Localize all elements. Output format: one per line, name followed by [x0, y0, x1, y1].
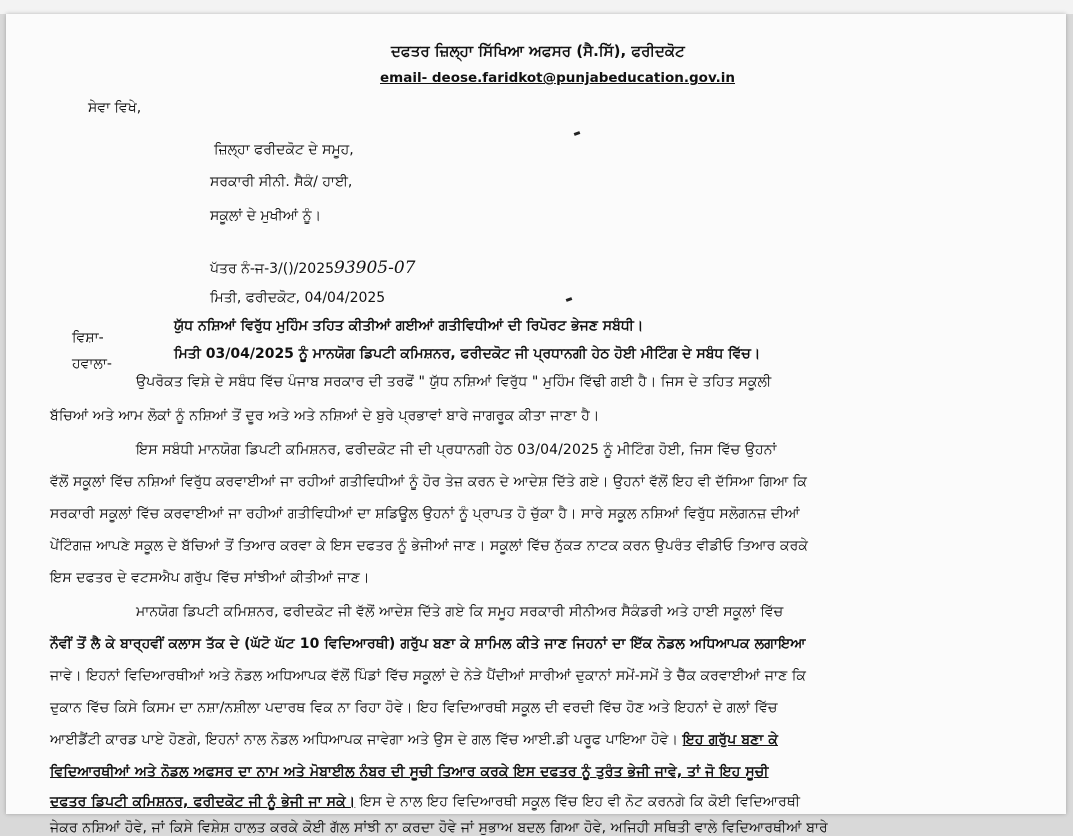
document-page — [6, 14, 1066, 836]
paragraph-2-line-1: ਇਸ ਸਬੰਧੀ ਮਾਨਯੋਗ ਡਿਪਟੀ ਕਮਿਸ਼ਨਰ, ਫਰੀਦਕੋਟ ਜੀ ਦੀ ਪ੍ਰਧਾਨਗੀ ਹੇਠ 03/04/2025 ਨੂੰ ਮੀਟਿੰਗ ਹੋਈ, ਜਿਸ ਵਿੱਚ ਉਹਨਾਂ — [136, 442, 777, 458]
paragraph-3-line-7-underlined: ਦਫਤਰ ਡਿਪਟੀ ਕਮਿਸ਼ਨਰ, ਫਰੀਦਕੋਟ ਜੀ ਨੂੰ ਭੇਜੀ ਜਾ ਸਕੇ। — [50, 794, 356, 810]
recipient-line-2: ਸਰਕਾਰੀ ਸੀਨੀ. ਸੈਕੰ/ ਹਾਈ, — [210, 174, 353, 190]
scan-speck — [566, 297, 573, 302]
paragraph-3-line-4: ਦੁਕਾਨ ਵਿੱਚ ਕਿਸੇ ਕਿਸਮ ਦਾ ਨਸ਼ਾ/ਨਸ਼ੀਲਾ ਪਦਾਰਥ ਵਿਕ ਨਾ ਰਿਹਾ ਹੋਵੇ। ਇਹ ਵਿਦਿਆਰਥੀ ਸਕੂਲ ਦੀ ਵਰਦੀ ਵਿੱਚ ਹੋਣ ਅਤੇ ਇਹਨਾਂ ਦੇ ਗਲਾਂ ਵਿੱਚ — [50, 700, 778, 716]
office-header-title: ਦਫਤਰ ਜ਼ਿਲ੍ਹਾ ਸਿੱਖਿਆ ਅਫਸਰ (ਸੈ.ਸਿੱ), ਫਰੀਦਕੋਟ — [391, 42, 685, 60]
paragraph-2-line-3: ਸਰਕਾਰੀ ਸਕੂਲਾਂ ਵਿੱਚ ਕਰਵਾਈਆਂ ਜਾ ਰਹੀਆਂ ਗਤੀਵਿਧੀਆਂ ਦਾ ਸ਼ਡਿਊਲ ਉਹਨਾਂ ਨੂੰ ਪ੍ਰਾਪਤ ਹੋ ਚੁੱਕਾ ਹੈ। ਸਾਰੇ ਸਕੂਲ ਨਸ਼ਿਆਂ ਵਿਰੁੱਧ ਸਲੋਗਨਜ਼ ਦੀਆਂ — [50, 506, 800, 522]
paragraph-3-line-8: ਜੇਕਰ ਨਸ਼ਿਆਂ ਹੋਵੇ, ਜਾਂ ਕਿਸੇ ਵਿਸ਼ੇਸ਼ ਹਾਲਤ ਕਰਕੇ ਕੋਈ ਗੱਲ ਸਾਂਝੀ ਨਾ ਕਰਦਾ ਹੋਵੇ ਜਾਂ ਸੁਭਾਅ ਬਦਲ ਗਿਆ ਹੋਵੇ, ਅਜਿਹੀ ਸਥਿਤੀ ਵਾਲੇ ਵਿਦਿਆਰਥੀਆਂ ਬਾਰੇ — [50, 820, 828, 836]
office-email: email- deose.faridkot@punjabeducation.gov.in — [380, 70, 736, 86]
paragraph-3-line-3: ਜਾਵੇ। ਇਹਨਾਂ ਵਿਦਿਆਰਥੀਆਂ ਅਤੇ ਨੋਡਲ ਅਧਿਆਪਕ ਵੱਲੋਂ ਪਿੰਡਾਂ ਵਿੱਚ ਸਕੂਲਾਂ ਦੇ ਨੇੜੇ ਪੈਂਦੀਆਂ ਸਾਰੀਆਂ ਦੁਕਾਨਾਂ ਸਮੇਂ-ਸਮੇਂ ਤੇ ਚੈੱਕ ਕਰਵਾਈਆਂ ਜਾਣ ਕਿ — [50, 668, 806, 684]
paragraph-1-line-2: ਬੱਚਿਆਂ ਅਤੇ ਆਮ ਲੋਕਾਂ ਨੂੰ ਨਸ਼ਿਆਂ ਤੋਂ ਦੂਰ ਅਤੇ ਅਤੇ ਨਸ਼ਿਆਂ ਦੇ ਬੁਰੇ ਪ੍ਰਭਾਵਾਂ ਬਾਰੇ ਜਾਗਰੂਕ ਕੀਤਾ ਜਾਣਾ ਹੈ। — [50, 408, 600, 424]
paragraph-1-line-1: ਉਪਰੋਕਤ ਵਿਸ਼ੇ ਦੇ ਸਬੰਧ ਵਿੱਚ ਪੰਜਾਬ ਸਰਕਾਰ ਦੀ ਤਰਫੋਂ " ਯੁੱਧ ਨਸ਼ਿਆਂ ਵਿਰੁੱਧ " ਮੁਹਿੰਮ ਵਿੱਢੀ ਗਈ ਹੈ। ਜਿਸ ਦੇ ਤਹਿਤ ਸਕੂਲੀ — [136, 374, 772, 390]
subject-label: ਵਿਸ਼ਾ- — [72, 330, 104, 346]
paragraph-3-line-5-underlined: ਇਹ ਗਰੁੱਪ ਬਣਾ ਕੇ — [682, 732, 778, 748]
paragraph-3-line-5 — [50, 732, 1050, 748]
paragraph-2-line-4: ਪੇਂਟਿੰਗਜ਼ ਆਪਣੇ ਸਕੂਲ ਦੇ ਬੱਚਿਆਂ ਤੋਂ ਤਿਆਰ ਕਰਵਾ ਕੇ ਇਸ ਦਫਤਰ ਨੂੰ ਭੇਜੀਆਂ ਜਾਣ। ਸਕੂਲਾਂ ਵਿੱਚ ਨੁੱਕੜ ਨਾਟਕ ਕਰਨ ਉਪਰੰਤ ਵੀਡੀਓ ਤਿਆਰ ਕਰਕੇ — [50, 538, 809, 554]
paragraph-3-line-5-text: ਆਈਡੈਂਟੀ ਕਾਰਡ ਪਾਏ ਹੋਣਗੇ, ਇਹਨਾਂ ਨਾਲ ਨੋਡਲ ਅਧਿਆਪਕ ਜਾਵੇਗਾ ਅਤੇ ਉਸ ਦੇ ਗਲ ਵਿੱਚ ਆਈ.ਡੀ ਪਰੂਫ ਪਾਇਆ ਹੋਵੇ। — [50, 732, 679, 748]
letter-number-prefix: ਪੱਤਰ ਨੰ-ਜ-3/()/2025 — [210, 261, 335, 277]
scan-top-margin — [0, 0, 1073, 14]
subject-text: ਯੁੱਧ ਨਸ਼ਿਆਂ ਵਿਰੁੱਧ ਮੁਹਿੰਮ ਤਹਿਤ ਕੀਤੀਆਂ ਗਈਆਂ ਗਤੀਵਿਧੀਆਂ ਦੀ ਰਿਪੋਰਟ ਭੇਜਣ ਸਬੰਧੀ। — [174, 318, 644, 334]
letter-number-handwritten: 93905-07 — [334, 258, 416, 278]
recipient-line-3: ਸਕੂਲਾਂ ਦੇ ਮੁਖੀਆਂ ਨੂੰ। — [210, 208, 322, 224]
paragraph-3-line-2: ਨੌਵੀਂ ਤੋਂ ਲੈ ਕੇ ਬਾਰ੍ਹਵੀਂ ਕਲਾਸ ਤੱਕ ਦੇ (ਘੱਟੋ ਘੱਟ 10 ਵਿਦਿਆਰਥੀ) ਗਰੁੱਪ ਬਣਾ ਕੇ ਸ਼ਾਮਿਲ ਕੀਤੇ ਜਾਣ ਜਿਹਨਾਂ ਦਾ ਇੱਕ ਨੋਡਲ ਅਧਿਆਪਕ ਲਗਾਇਆ — [50, 636, 806, 652]
paragraph-2-line-2: ਵੱਲੋਂ ਸਕੂਲਾਂ ਵਿੱਚ ਨਸ਼ਿਆਂ ਵਿਰੁੱਧ ਕਰਵਾਈਆਂ ਜਾ ਰਹੀਆਂ ਗਤੀਵਿਧੀਆਂ ਨੂੰ ਹੋਰ ਤੇਜ਼ ਕਰਨ ਦੇ ਆਦੇਸ਼ ਦਿੱਤੇ ਗਏ। ਉਹਨਾਂ ਵੱਲੋਂ ਇਹ ਵੀ ਦੱਸਿਆ ਗਿਆ ਕਿ — [50, 474, 808, 490]
recipient-line-1: ਜ਼ਿਲ੍ਹਾ ਫਰੀਦਕੋਟ ਦੇ ਸਮੂਹ, — [214, 142, 354, 158]
paragraph-3-line-1: ਮਾਨਯੋਗ ਡਿਪਟੀ ਕਮਿਸ਼ਨਰ, ਫਰੀਦਕੋਟ ਜੀ ਵੱਲੋਂ ਆਦੇਸ਼ ਦਿੱਤੇ ਗਏ ਕਿ ਸਮੂਹ ਸਰਕਾਰੀ ਸੀਨੀਅਰ ਸੈਕੰਡਰੀ ਅਤੇ ਹਾਈ ਸਕੂਲਾਂ ਵਿੱਚ — [136, 604, 784, 620]
paragraph-3-line-6-underlined: ਵਿਦਿਆਰਥੀਆਂ ਅਤੇ ਨੋਡਲ ਅਫਸਰ ਦਾ ਨਾਮ ਅਤੇ ਮੋਬਾਈਲ ਨੰਬਰ ਦੀ ਸੂਚੀ ਤਿਆਰ ਕਰਕੇ ਇਸ ਦਫਤਰ ਨੂੰ ਤੁਰੰਤ ਭੇਜੀ ਜਾਵੇ, ਤਾਂ ਜੋ ਇਹ ਸੂਚੀ — [50, 764, 769, 780]
letter-number — [210, 258, 415, 278]
letter-date: ਮਿਤੀ, ਫਰੀਦਕੋਟ, 04/04/2025 — [210, 290, 386, 306]
paragraph-2-line-5: ਇਸ ਦਫਤਰ ਦੇ ਵਟਸਐਪ ਗਰੁੱਪ ਵਿੱਚ ਸਾਂਝੀਆਂ ਕੀਤੀਆਂ ਜਾਣ। — [50, 570, 370, 586]
scan-speck — [574, 131, 581, 136]
paragraph-3-line-7-text: ਇਸ ਦੇ ਨਾਲ ਇਹ ਵਿਦਿਆਰਥੀ ਸਕੂਲ ਵਿੱਚ ਇਹ ਵੀ ਨੋਟ ਕਰਨਗੇ ਕਿ ਕੋਈ ਵਿਦਿਆਰਥੀ — [359, 794, 801, 810]
paragraph-3-line-7 — [50, 794, 1050, 810]
salutation: ਸੇਵਾ ਵਿਖੇ, — [88, 100, 142, 116]
reference-label: ਹਵਾਲਾ- — [72, 356, 112, 372]
reference-text: ਮਿਤੀ 03/04/2025 ਨੂੰ ਮਾਨਯੋਗ ਡਿਪਟੀ ਕਮਿਸ਼ਨਰ, ਫਰੀਦਕੋਟ ਜੀ ਪ੍ਰਧਾਨਗੀ ਹੇਠ ਹੋਈ ਮੀਟਿੰਗ ਦੇ ਸਬੰਧ ਵਿੱਚ। — [174, 346, 761, 362]
